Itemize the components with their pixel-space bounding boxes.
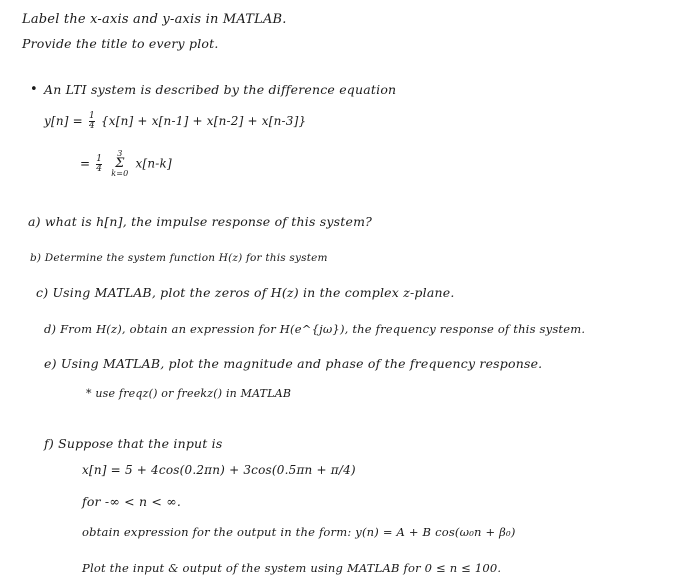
instruction-plot-title: Provide the title to every plot. xyxy=(22,36,219,51)
part-f-output: obtain expression for the output in the form: y(n) = A + B cos(ω₀n + β₀) xyxy=(82,525,516,539)
sigma-icon: Σ xyxy=(115,156,125,171)
part-f-title: f) Suppose that the input is xyxy=(44,436,223,451)
quarter-fraction xyxy=(89,112,95,131)
quarter-fraction-2 xyxy=(96,155,102,174)
difference-equation xyxy=(44,112,306,131)
part-e: e) Using MATLAB, plot the magnitude and phase of the frequency response. xyxy=(44,356,543,371)
eq2-equals: = xyxy=(80,156,91,171)
part-d: d) From H(z), obtain an expression for H(e^{jω}), the frequency response of this system. xyxy=(44,322,586,336)
frac-numerator-2: 1 xyxy=(96,153,103,164)
frac-denominator-2: 4 xyxy=(96,163,103,174)
sum-lower-limit: k=0 xyxy=(111,169,129,178)
bullet-icon: • xyxy=(30,82,38,97)
frac-denominator: 4 xyxy=(88,121,95,131)
part-f-range: for -∞ < n < ∞. xyxy=(82,494,182,509)
summation xyxy=(111,150,128,178)
part-c: c) Using MATLAB, plot the zeros of H(z) in the complex z-plane. xyxy=(36,285,455,300)
problem-intro: An LTI system is described by the difference equation xyxy=(44,82,397,97)
eq2-rhs: x[n-k] xyxy=(135,156,172,171)
instruction-axis-labels: Label the x-axis and y-axis in MATLAB. xyxy=(22,12,287,27)
eq1-rhs: {x[n] + x[n-1] + x[n-2] + x[n-3]} xyxy=(100,114,307,128)
eq1-lhs: y[n] = xyxy=(44,114,83,128)
part-f-plot: Plot the input & output of the system using MATLAB for 0 ≤ n ≤ 100. xyxy=(82,561,502,575)
part-b: b) Determine the system function H(z) for this system xyxy=(30,252,328,264)
frac-numerator: 1 xyxy=(88,111,95,121)
sum-upper-limit: 3 xyxy=(117,149,123,158)
part-a: a) what is h[n], the impulse response of this system? xyxy=(28,214,373,229)
part-f-input: x[n] = 5 + 4cos(0.2πn) + 3cos(0.5πn + π/4) xyxy=(82,463,356,477)
part-e-note: * use freqz() or freekz() in MATLAB xyxy=(86,387,292,400)
sum-equation xyxy=(80,150,172,178)
